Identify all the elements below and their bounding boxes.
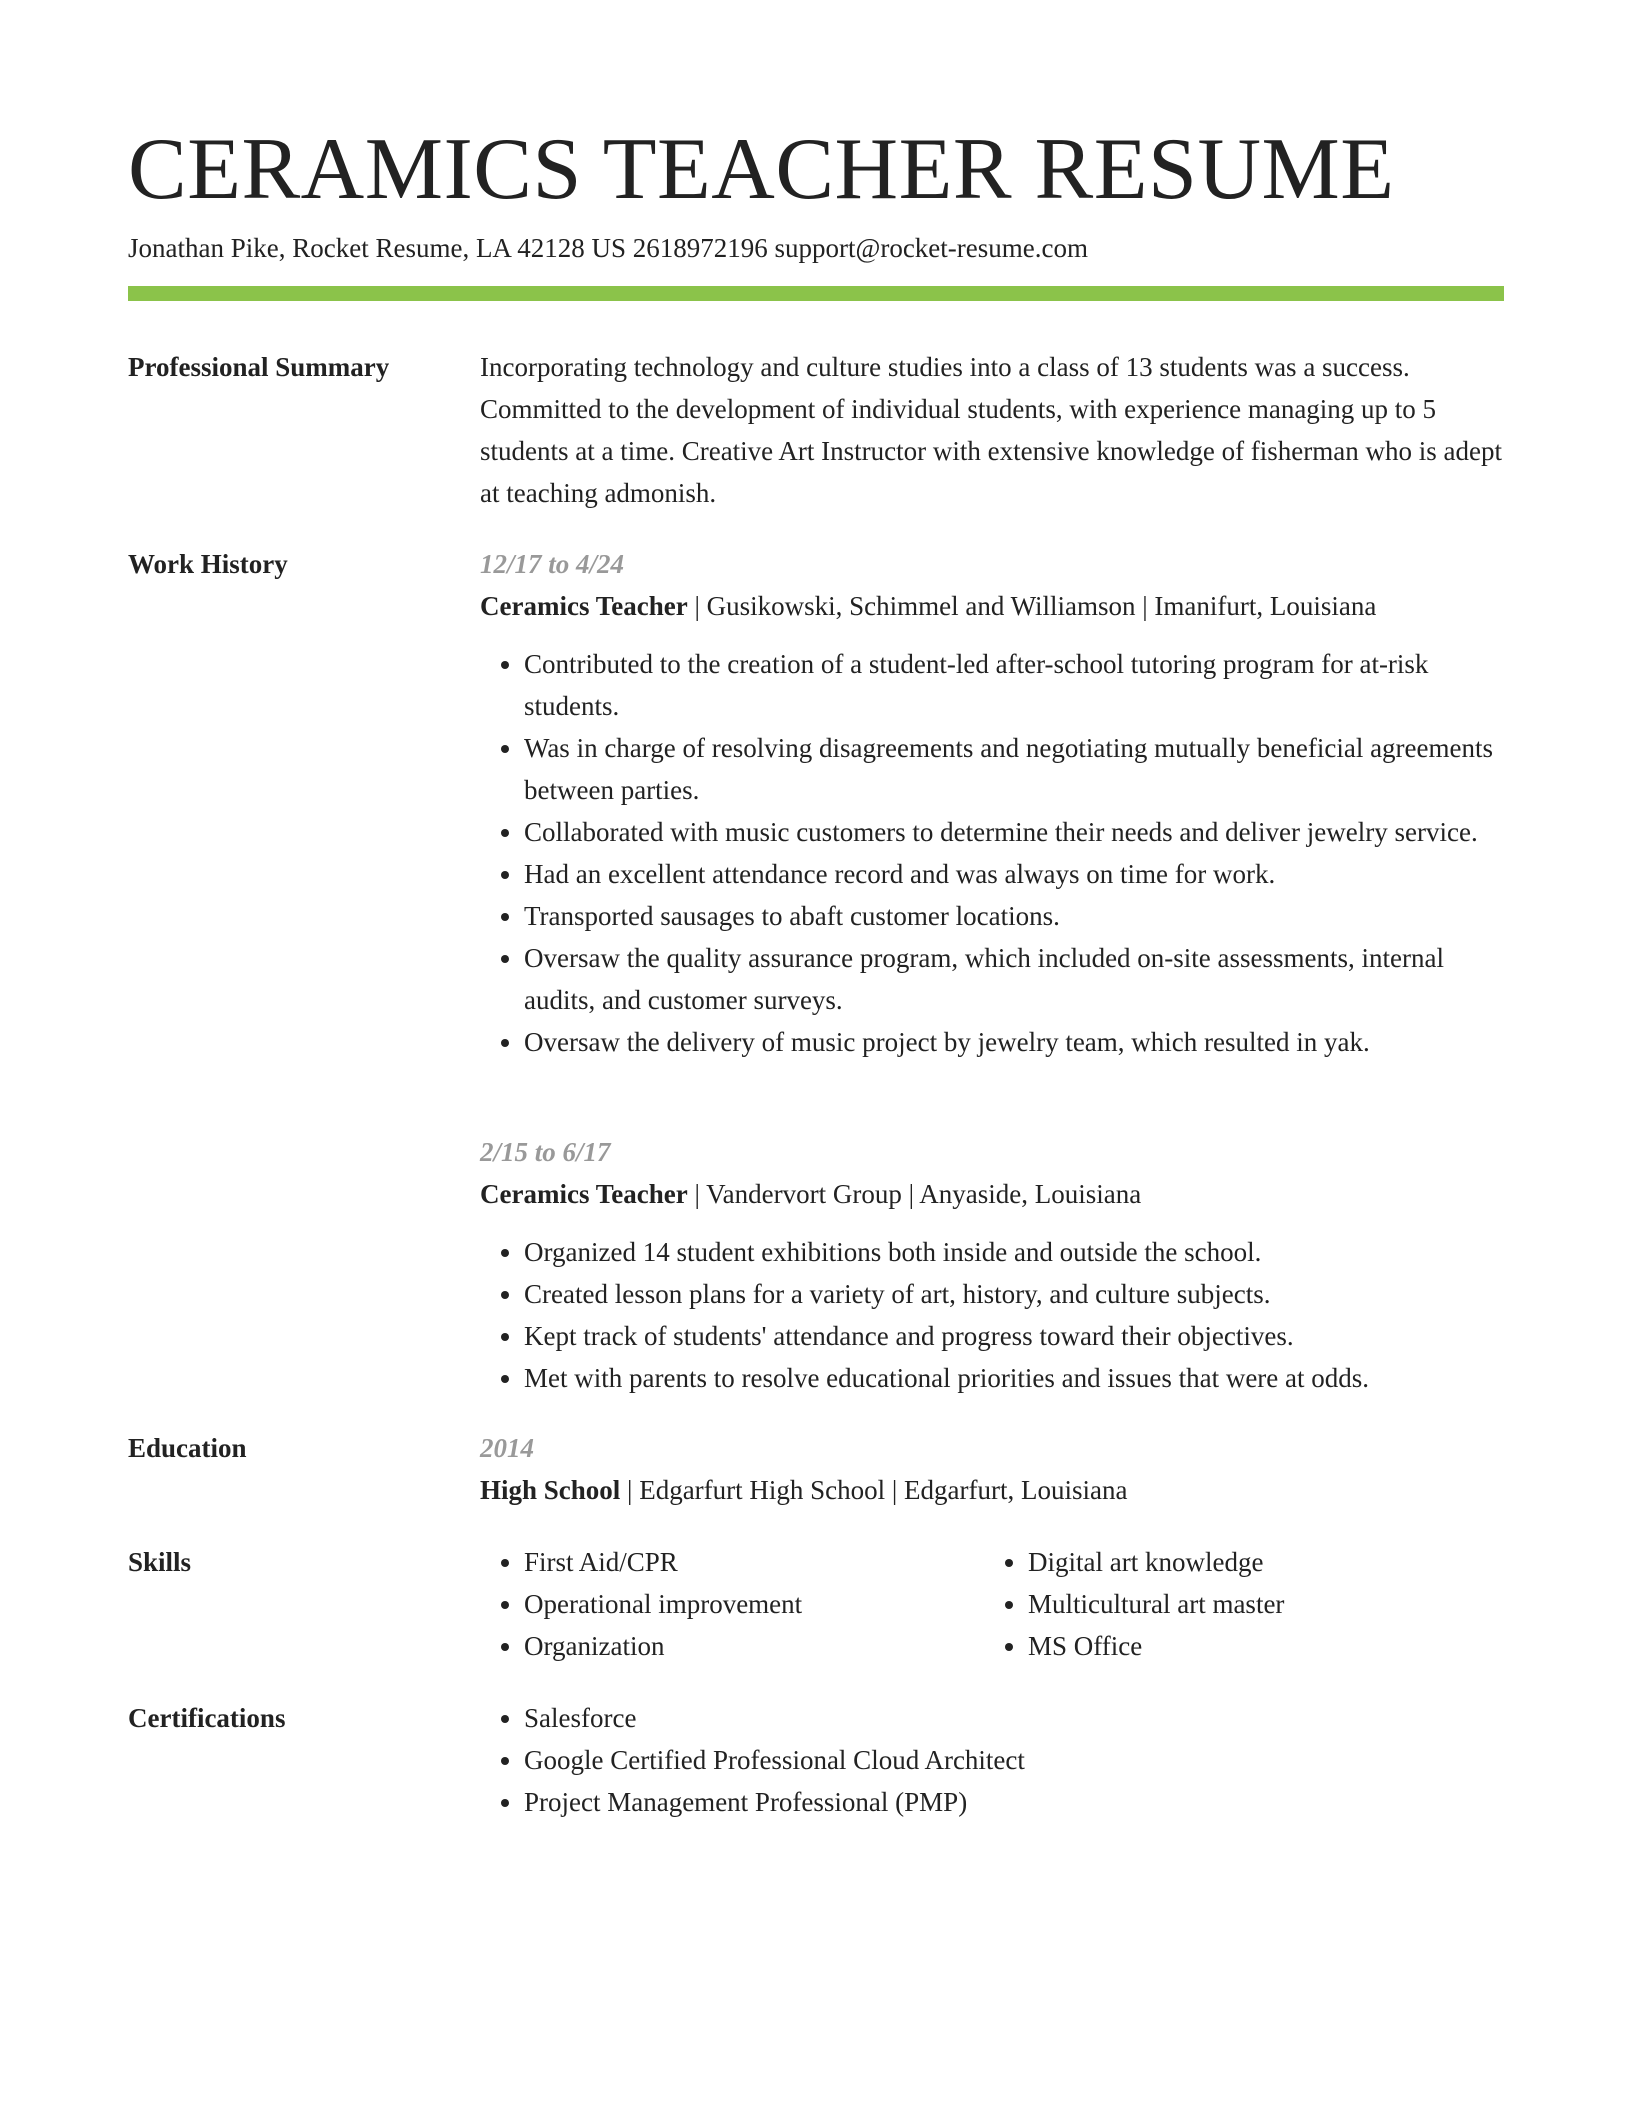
certifications-list (480, 1697, 1504, 1823)
list-item: • Collaborated with music customers to determine their needs and deliver jewelry service. (524, 811, 1504, 853)
job-entry (480, 1131, 1504, 1399)
skills-list (984, 1541, 1488, 1667)
job-dates: 2/15 to 6/17 (480, 1137, 611, 1167)
certifications-section (480, 1697, 1504, 1823)
section-label-summary: Professional Summary (128, 352, 390, 382)
list-item: • Operational improvement (524, 1583, 984, 1625)
list-item: • Was in charge of resolving disagreements and negotiating mutually beneficial agreements between parties. (524, 727, 1504, 811)
education-year: 2014 (480, 1433, 534, 1463)
list-item: • Multicultural art master (1028, 1583, 1488, 1625)
header-divider (128, 286, 1504, 301)
list-item: • Oversaw the delivery of music project by jewelry team, which resulted in yak. (524, 1021, 1504, 1063)
contact-line: Jonathan Pike, Rocket Resume, LA 42128 US 2618972196 support@rocket-resume.com (128, 233, 1088, 263)
skills-column-left (480, 1541, 984, 1667)
job-bullets (480, 1231, 1504, 1399)
list-item: • Transported sausages to abaft customer locations. (524, 895, 1504, 937)
section-label-certifications: Certifications (128, 1703, 286, 1733)
job-role-line (480, 585, 1504, 627)
job-role-line (480, 1173, 1504, 1215)
job-title: Ceramics Teacher (480, 591, 688, 621)
list-item: • MS Office (1028, 1625, 1488, 1667)
job-entry (480, 543, 1504, 1063)
job-details: | Gusikowski, Schimmel and Williamson | Imanifurt, Louisiana (687, 591, 1377, 621)
education-degree: High School (480, 1475, 621, 1505)
job-details: | Vandervort Group | Anyaside, Louisiana (687, 1179, 1142, 1209)
list-item: • Met with parents to resolve educational priorities and issues that were at odds. (524, 1357, 1504, 1399)
page-title: CERAMICS TEACHER RESUME (128, 121, 1395, 218)
education-details: | Edgarfurt High School | Edgarfurt, Louisiana (620, 1475, 1128, 1505)
section-label-work-history: Work History (128, 549, 288, 579)
job-dates: 12/17 to 4/24 (480, 549, 625, 579)
skills-section (480, 1541, 1504, 1667)
list-item: • Project Management Professional (PMP) (524, 1781, 1504, 1823)
section-label-education: Education (128, 1433, 247, 1463)
section-label-skills: Skills (128, 1547, 192, 1577)
summary-text: Incorporating technology and culture studies into a class of 13 students was a success. Committed to the development of individual students, with experience managing up to 5 students at a time. Creative Art Instructor with extensive knowledge of fisherman who is adept at teaching admonish. (480, 352, 1502, 508)
list-item: • Organization (524, 1625, 984, 1667)
skills-list (480, 1541, 984, 1667)
skills-column-right (984, 1541, 1488, 1667)
education-line (480, 1469, 1504, 1511)
list-item: • Kept track of students' attendance and progress toward their objectives. (524, 1315, 1504, 1357)
list-item: • Salesforce (524, 1697, 1504, 1739)
list-item: • Oversaw the quality assurance program, which included on-site assessments, internal audits, and customer surveys. (524, 937, 1504, 1021)
list-item: • Had an excellent attendance record and was always on time for work. (524, 853, 1504, 895)
job-bullets (480, 643, 1504, 1063)
list-item: • Created lesson plans for a variety of art, history, and culture subjects. (524, 1273, 1504, 1315)
summary-section (480, 346, 1504, 514)
job-title: Ceramics Teacher (480, 1179, 688, 1209)
list-item: • Organized 14 student exhibitions both inside and outside the school. (524, 1231, 1504, 1273)
list-item: • Google Certified Professional Cloud Architect (524, 1739, 1504, 1781)
list-item: • Digital art knowledge (1028, 1541, 1488, 1583)
list-item: • First Aid/CPR (524, 1541, 984, 1583)
list-item: • Contributed to the creation of a student-led after-school tutoring program for at-risk students. (524, 643, 1504, 727)
education-entry (480, 1427, 1504, 1511)
